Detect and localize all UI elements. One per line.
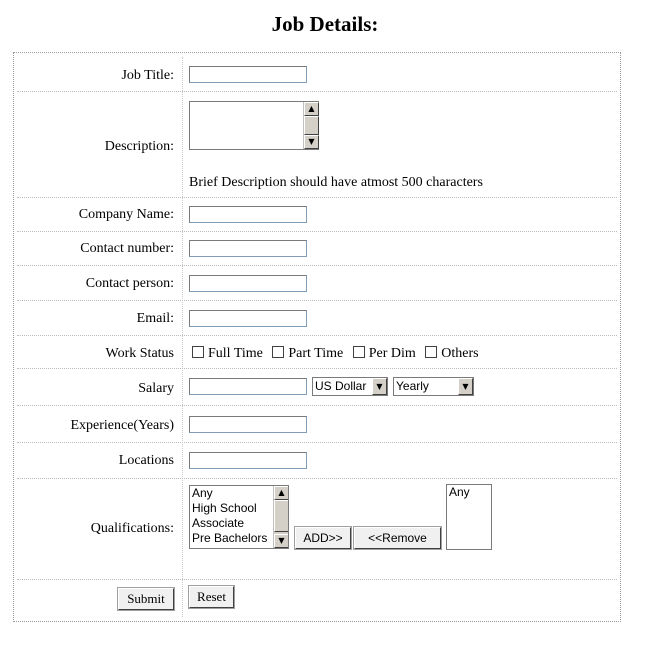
divider — [17, 368, 617, 369]
contact-number-label: Contact number: — [80, 241, 174, 256]
divider — [17, 197, 617, 198]
locations-input[interactable] — [189, 452, 307, 469]
chevron-down-icon[interactable]: ▼ — [458, 378, 473, 395]
job-title-label: Job Title: — [121, 68, 174, 83]
list-item[interactable]: Pre Bachelors — [192, 531, 268, 545]
chevron-down-icon[interactable]: ▼ — [372, 378, 387, 395]
reset-button[interactable]: Reset — [189, 586, 234, 608]
column-divider — [182, 57, 183, 617]
scroll-thumb[interactable] — [304, 116, 319, 135]
locations-label: Locations — [118, 453, 174, 468]
work-status-options — [192, 346, 485, 362]
remove-qualification-button[interactable]: <<Remove — [354, 527, 441, 549]
currency-select[interactable]: US Dollar ▼ — [312, 377, 388, 396]
period-select[interactable]: Yearly ▼ — [393, 377, 474, 396]
contact-person-input[interactable] — [189, 275, 307, 292]
checkbox-icon[interactable] — [353, 346, 365, 358]
divider — [17, 300, 617, 301]
qualifications-label: Qualifications: — [90, 521, 174, 536]
experience-input[interactable] — [189, 416, 307, 433]
work-status-per-dim[interactable]: Per Dim — [353, 346, 416, 361]
work-status-part-time[interactable]: Part Time — [272, 346, 343, 361]
add-qualification-button[interactable]: ADD>> — [295, 527, 351, 549]
checkbox-icon[interactable] — [272, 346, 284, 358]
qualifications-scrollbar[interactable] — [273, 486, 288, 548]
company-name-input[interactable] — [189, 206, 307, 223]
up-arrow-icon[interactable]: ▲ — [274, 486, 289, 500]
divider — [17, 265, 617, 266]
salary-label: Salary — [138, 381, 174, 396]
email-label: Email: — [136, 311, 174, 326]
description-hint: Brief Description should have atmost 500 characters — [189, 175, 483, 190]
checkbox-icon[interactable] — [425, 346, 437, 358]
job-title-input[interactable] — [189, 66, 307, 83]
work-status-label: Work Status — [105, 346, 174, 361]
description-label: Description: — [104, 139, 174, 154]
submit-button[interactable]: Submit — [118, 588, 174, 610]
list-item[interactable]: High School — [192, 501, 257, 515]
contact-number-input[interactable] — [189, 240, 307, 257]
description-textarea[interactable] — [189, 101, 319, 150]
work-status-others[interactable]: Others — [425, 346, 478, 361]
email-input[interactable] — [189, 310, 307, 327]
description-scrollbar[interactable] — [303, 102, 318, 149]
checkbox-icon[interactable] — [192, 346, 204, 358]
work-status-full-time[interactable]: Full Time — [192, 346, 263, 361]
qualifications-available-list[interactable] — [189, 485, 289, 549]
page-title: Job Details: — [271, 12, 379, 36]
divider — [17, 579, 617, 580]
scroll-thumb[interactable] — [274, 500, 289, 532]
list-item[interactable]: Any — [192, 486, 213, 500]
up-arrow-icon[interactable]: ▲ — [304, 102, 319, 116]
qualifications-selected-list[interactable] — [446, 484, 492, 550]
salary-input[interactable] — [189, 378, 307, 395]
divider — [17, 478, 617, 479]
down-arrow-icon[interactable]: ▼ — [304, 135, 319, 149]
list-item[interactable]: Any — [449, 485, 470, 499]
down-arrow-icon[interactable]: ▼ — [274, 534, 289, 548]
contact-person-label: Contact person: — [85, 276, 174, 291]
divider — [17, 405, 617, 406]
list-item[interactable]: Associate — [192, 516, 245, 530]
divider — [17, 91, 617, 92]
experience-label: Experience(Years) — [70, 418, 174, 433]
job-details-form — [13, 52, 621, 622]
divider — [17, 231, 617, 232]
company-name-label: Company Name: — [78, 207, 174, 222]
divider — [17, 335, 617, 336]
divider — [17, 442, 617, 443]
